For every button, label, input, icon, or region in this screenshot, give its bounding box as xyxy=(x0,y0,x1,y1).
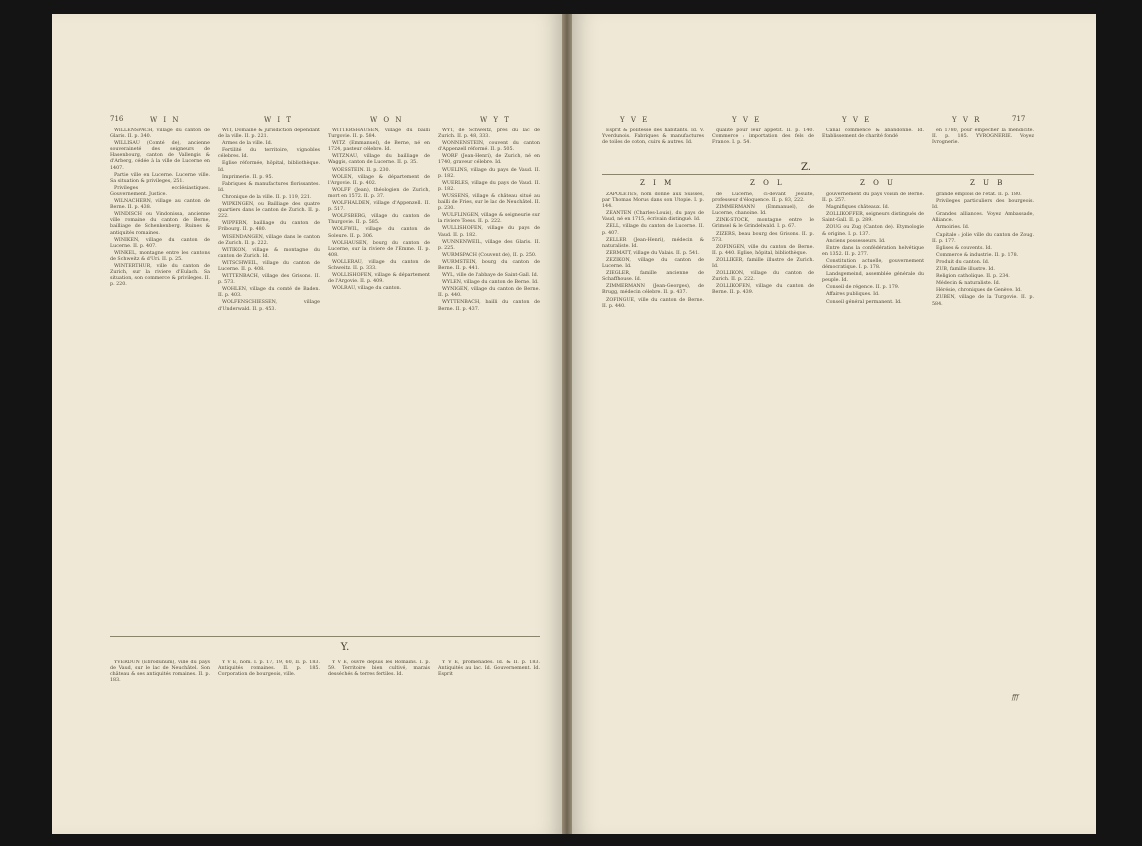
running-head: Y V E xyxy=(732,116,762,124)
index-entry: Armes de la ville. Id. xyxy=(222,141,273,147)
yve-column-4 xyxy=(932,128,1034,168)
index-entry: WOHLEN, village du comté de Baden. II. p. 403. xyxy=(218,287,320,299)
index-entry: WILLENSPACH, village du canton de Glaris. II. p. 340. xyxy=(110,128,210,140)
index-entry: ZOFINGUE, ville du canton de Berne. II. p. 440. xyxy=(602,297,704,309)
index-entry: WOLFENSCHIESSEN, village d'Underwald. II. p. 453. xyxy=(218,300,320,312)
index-entry: Fertilité du territoire, vignobles célebres. Id. xyxy=(218,148,320,160)
index-entry: ZOFINGEN, ville du canton de Berne. II. p. 440. Eglise, hôpital, bibliothèque. xyxy=(712,244,814,256)
index-entry: ZOLLIKOFEN, village du canton de Berne. II. p. 439. xyxy=(712,284,814,296)
index-entry: ZOLLIKON, village du canton de Zurich. II. p. 222. xyxy=(712,271,814,283)
index-column-4 xyxy=(438,128,540,588)
y-column-4 xyxy=(438,660,540,710)
running-head: W O N xyxy=(370,116,404,124)
index-entry: qualité pour leur appétit. II. p. 140. Commerce : importation des fels de France. I. p. 54. xyxy=(712,128,814,146)
running-head: Y V E xyxy=(842,116,872,124)
index-column-3 xyxy=(328,128,430,628)
index-entry: YVERDUN (Ebrodunum), ville du pays de Vaud, sur le lac de Neuchâtel. Son château & ses antiquités romaines. II. p. 183. xyxy=(110,660,210,684)
index-entry: de Lucerne, ci-devant Jésuite, professeur d'éloquence. II. p. 83, 222. xyxy=(712,192,814,204)
index-entry: Médecin & naturaliste. Id. xyxy=(936,281,1001,287)
index-entry: Esprit & politesse des habitants. Id. V. Yverdunois. Fabriques & manufactures de toiles de coton, cuirs & autres. Id. xyxy=(602,128,704,146)
z-column-2 xyxy=(712,192,814,712)
index-entry: WYLEN, village du canton de Berne. Id. xyxy=(442,280,539,286)
index-entry: WUELINS, village du pays de Vaud. II. p. 182. xyxy=(438,167,540,179)
index-entry: WOLRAU, village du canton. xyxy=(332,286,402,292)
index-entry: ZAPOLETES, nom donné aux Suisses, par Thomas Morus dans son Utopie. I. p. 144. xyxy=(602,192,704,210)
index-entry: WURMSPACH (Couvent de), II. p. 250. xyxy=(442,252,537,258)
z-column-3 xyxy=(822,192,924,712)
index-entry: Magnifiques châteaux. Id. xyxy=(826,205,890,211)
index-entry: Privileges particuliers des bourgeois. Id. xyxy=(932,199,1034,211)
index-entry: Religion catholique. II. p. 234. xyxy=(936,274,1010,280)
index-entry: WITSCHWEIL, village du canton de Lucerne. II. p. 408. xyxy=(218,260,320,272)
index-entry: WUERLES, village du pays de Vaud. II. p. 182. xyxy=(438,180,540,192)
index-entry: WOLEN, village & département de l'Argovie. II. p. 402. xyxy=(328,174,430,186)
index-entry: WOLFF (Jean), théologien de Zurich, mort en 1572. II. p. 37. xyxy=(328,187,430,199)
section-letter-y: Y. xyxy=(340,642,350,653)
y-column-1 xyxy=(110,660,210,710)
index-entry: Affaires publiques. Id. xyxy=(826,292,880,298)
yve-column-1 xyxy=(602,128,704,168)
index-entry: WOLLERAU, village du canton de Schweitz. II. p. 333. xyxy=(328,259,430,271)
section-rule xyxy=(110,636,540,637)
index-entry: Y V E, promenades. Id. & II. p. 183. Antiquités au lac. Id. Gouvernement. Id. Esprit xyxy=(438,660,540,678)
index-entry: ZOUG ou Zug (Canton de). Etymologie & origine. I. p. 137. xyxy=(822,225,924,237)
index-entry: ZOLLIKER, famille illustre de Zurich. Id. xyxy=(712,257,814,270)
index-entry: Grandes alliances. Voyez Ambassade, Alliance. xyxy=(932,212,1034,224)
index-entry: WITZ (Emmanuel), de Berne, né en 1724, pasteur célebre. Id. xyxy=(328,141,430,153)
index-entry: WOESSTEIN. II. p. 230. xyxy=(332,167,391,173)
index-entry: Fabriques & manufactures florissantes. Id. xyxy=(218,181,320,193)
index-entry: Produit du canton. Id. xyxy=(936,259,990,265)
index-entry: Partie ville en Lucerne. Lucerne ville. Sa situation & privileges, 251. xyxy=(110,172,210,184)
index-entry: Eglise réformée, hôpital, bibliothèque. Id. xyxy=(218,161,320,173)
index-entry: Constitution actuelle, gouvernement démocratique. I. p. 178. xyxy=(822,258,924,271)
index-column-2 xyxy=(218,128,320,628)
y-column-3 xyxy=(328,660,430,710)
index-entry: ZINK-STOCK, montagne entre le Grimsel & le Grindelwald. I. p. 67. xyxy=(712,218,814,230)
index-entry: ZEZIKON, village du canton de Lucerne. Id. xyxy=(602,257,704,270)
index-entry: WITIKON, village & montagne du canton de Zurich. Id. xyxy=(218,247,320,259)
index-entry: WILLISAU (Comté de), ancienne souveraineté des seigneurs de Hasenbourg, canton de Vallengis & d'Arberg, cédée à la ville de Lucerne en 1407. xyxy=(110,141,210,171)
yve-column-3 xyxy=(822,128,924,168)
index-entry: ZIEGLER, famille ancienne de Schaffhouse. Id. xyxy=(602,271,704,283)
index-entry: WURMSTEIN, bourg du canton de Berne. II. p. 441. xyxy=(438,259,540,271)
index-entry: WOLLISHOFEN, village & département de l'Argovie. II. p. 409. xyxy=(328,273,430,285)
running-head: Y V R xyxy=(952,116,982,124)
section-letter-z: Z. xyxy=(801,162,811,173)
index-entry: Anciens possesseurs. Id. xyxy=(826,238,886,244)
section-head: Z O U xyxy=(860,179,896,187)
index-entry: Chronique de la ville. II. p. 119, 221. xyxy=(222,194,312,200)
index-entry: WITTENBACH, village des Grisons. II. p. 573. xyxy=(218,274,320,286)
index-entry: gouvernement du pays voisin de Berne. II. p. 257. xyxy=(822,192,924,204)
index-column-1 xyxy=(110,128,210,628)
running-head: W Y T xyxy=(480,116,511,124)
index-entry: WITTERSHAUSEN, village du bailli Turgovie. II. p. 584. xyxy=(328,128,430,140)
running-head: W I T xyxy=(264,116,294,124)
index-entry: WORF (Jean-Henri), de Zurich, né en 1740, graveur célebre. Id. xyxy=(438,154,540,166)
index-entry: WIPPERN, bailliage du canton de Fribourg. II. p. 480. xyxy=(218,221,320,233)
index-entry: Hérésie, chroniques de Genève. Id. xyxy=(936,288,1022,294)
section-head: Z U B xyxy=(970,179,1006,187)
index-entry: Imprimerie. II. p. 95. xyxy=(222,174,274,180)
index-entry: ZIMMERMANN (Jean-Georges), de Brugg, médecin célebre. II. p. 437. xyxy=(602,284,704,296)
index-entry: ZUB, famille illustre. Id. xyxy=(936,267,995,273)
z-column-1 xyxy=(602,192,704,712)
index-entry: WINDISCH ou Vindonissa, ancienne ville romaine du canton de Berne, bailliage de Schenkenberg. Ruines & antiquités romaines. xyxy=(110,212,210,236)
index-entry: WINKEL, montagne entre les cantons de Schweitz & d'Uri. II. p. 25. xyxy=(110,250,210,262)
index-entry: ZERMATT, village du Valais. II. p. 541. xyxy=(606,250,700,256)
index-entry: WINIKEN, village du canton de Lucerne. II. p. 407. xyxy=(110,237,210,249)
index-entry: Y V E, ouvre depuis les Romains. I. p. 59. Territoire bien cultivé, marais desséchés & terres fertiles. Id. xyxy=(328,660,430,678)
index-entry: Canal commencé & abandonné. Id. Etablissement de charité fondé xyxy=(822,128,924,140)
index-entry: ZIMMERMANN (Emmanuel), de Lucerne, chanoine. Id. xyxy=(712,205,814,217)
index-entry: ZIZERS, beau bourg des Grisons. II. p. 573. xyxy=(712,231,814,243)
index-entry: WOLFSBERG, village du canton de Thurgovie. II. p. 585. xyxy=(328,214,430,226)
section-head: Z O L xyxy=(750,179,785,187)
index-entry: Entre dans la confédération helvétique en 1352. II. p. 277. xyxy=(822,245,924,257)
left-page xyxy=(52,14,562,834)
index-entry: WITZNAU, village du bailliage de Waggis, canton de Lucerne. II. p. 35. xyxy=(328,154,430,166)
index-entry: WIT, Domaine & jurisdiction dépendant de la ville. II. p. 221. xyxy=(218,128,320,140)
index-entry: Landsgemeind, assemblée générale du peuple. Id. xyxy=(822,272,924,284)
index-entry: ZUBEN, village de la Turgovie. II. p. 584. xyxy=(932,295,1034,307)
index-entry: WISENDANGEN, village dans le canton de Zurich. II. p. 222. xyxy=(218,234,320,246)
index-entry: WUSSENS, village & château situé au bailli de Fries, sur le lac de Neuchâtel. II. p. 230. xyxy=(438,193,540,212)
index-entry: WYTTENBACH, bailli du canton de Berne. II. p. 437. xyxy=(438,300,540,312)
index-entry: Privileges ecclésiastiques. Gouvernement. Justice. xyxy=(110,185,210,197)
index-entry: WYL, ville de l'abbaye de Saint-Gall. Id. xyxy=(442,273,539,279)
index-entry: Armoiries. Id. xyxy=(936,225,970,231)
section-rule xyxy=(602,174,1034,175)
index-entry: WOLHAUSEN, bourg du canton de Lucerne, sur la riviere de l'Emme. II. p. 408. xyxy=(328,240,430,258)
index-entry: ZELLER (Jean-Henri), médecin & naturaliste. Id. xyxy=(602,237,704,249)
page-number: 717 xyxy=(1012,115,1026,123)
index-entry: en 1780, pour empêcher la mendicité. II. p. 185. YVROGNERIE. Voyez Ivrognerie. xyxy=(932,128,1034,146)
y-column-2 xyxy=(218,660,320,710)
index-entry: ZOLLIKOFFER, seigneurs distingués de Saint-Gall. II. p. 289. xyxy=(822,212,924,224)
index-entry: ZEANTEN (Charles-Louis), du pays de Vaud, né en 1715, écrivain distingué. Id. xyxy=(602,211,704,223)
index-entry: WULFLINGEN, village & seigneurie sur la riviere Toess. II. p. 222. xyxy=(438,213,540,225)
index-entry: Capitale : jolie ville du canton de Zoug. II. p. 177. xyxy=(932,232,1034,244)
right-page xyxy=(572,14,1096,834)
index-entry: Y V E, nom. I. p. 17, 19, 60, II. p. 183. Antiquités romaines. II. p. 185. Corporation de bourgeois, ville. xyxy=(218,660,320,678)
index-entry: WYT, de Schweitz, près du lac de Zurich. II. p. 48, 333. xyxy=(438,128,540,140)
running-head: Y V E xyxy=(620,116,650,124)
index-entry: Conseil de régence. II. p. 179. xyxy=(826,285,900,291)
running-head: W I N xyxy=(150,116,181,124)
index-entry: grande emplois de l'état. II. p. 180. xyxy=(936,192,1022,197)
index-entry: WYNIGEN, village du canton de Berne. II. p. 440. xyxy=(438,287,540,299)
index-entry: WILNACHERN, village au canton de Berne. II. p. 438. xyxy=(110,199,210,211)
index-entry: WIPKINGEN, ou Bailliage des quatre quartiers dans le canton de Zurich. II. p. 222. xyxy=(218,202,320,220)
index-entry: WINTERTHUR, ville du canton de Zurich, sur la riviere d'Eulach. Sa situation, son commerce & privileges. II. p. 220. xyxy=(110,263,210,288)
index-entry: Commerce & industrie. II. p. 178. xyxy=(936,252,1019,258)
index-entry: Conseil général permanent. Id. xyxy=(826,299,902,305)
index-entry: ZELL, village du canton de Lucerne. II. p. 407. xyxy=(602,224,704,236)
index-entry: WOLFHALDEN, village d'Appenzell. II. p. 517. xyxy=(328,201,430,213)
index-entry: WOLFWIL, village du canton de Soleure. II. p. 306. xyxy=(328,227,430,239)
index-entry: WULLISHOFEN, village du pays de Vaud. II. p. 182. xyxy=(438,226,540,238)
index-entry: WONNENSTEIN, couvent du canton d'Appenzell réformé. II. p. 505. xyxy=(438,141,540,153)
index-entry: WUNNENWEIL, village des Glaris. II. p. 225. xyxy=(438,239,540,251)
z-column-4 xyxy=(932,192,1034,692)
catchword: fff xyxy=(1012,694,1019,701)
index-entry: Eglises & couvents. Id. xyxy=(936,245,992,251)
section-head: Z I M xyxy=(640,179,675,187)
page-number: 716 xyxy=(110,115,124,123)
